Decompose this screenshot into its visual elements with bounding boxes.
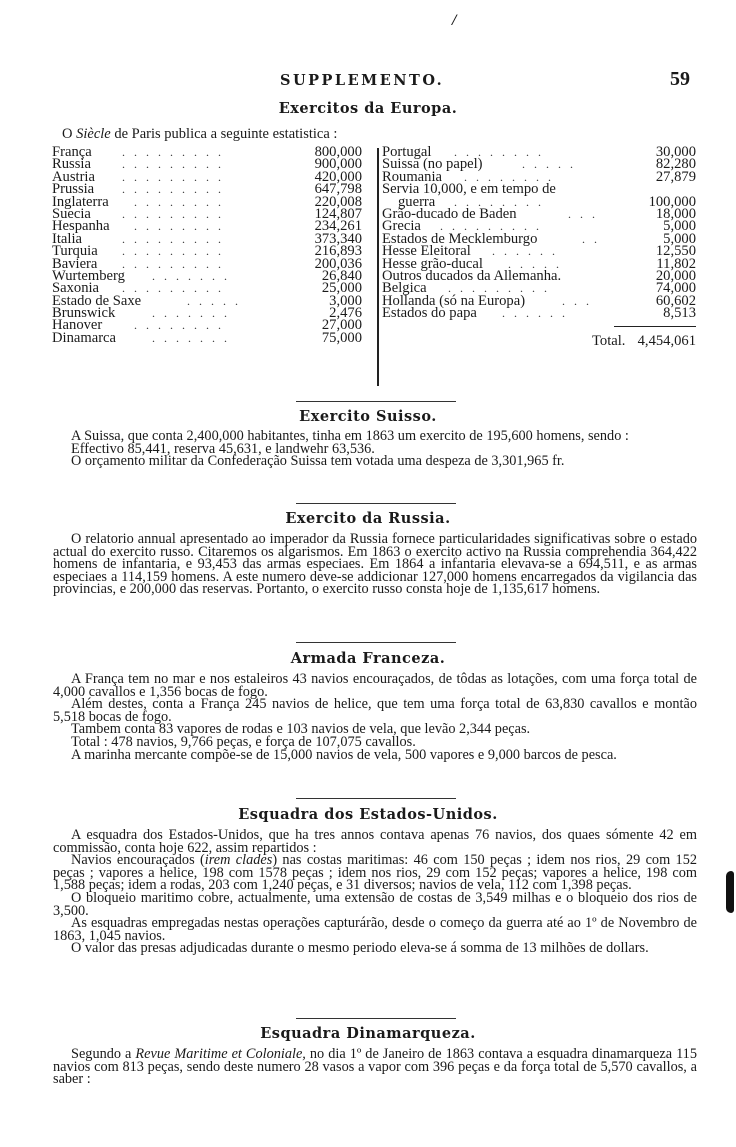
army-size: 124,807 [314, 205, 362, 222]
army-size: 27,000 [321, 317, 362, 334]
armada-franceza-text [53, 673, 697, 761]
army-size: 2,476 [329, 305, 362, 322]
italic-source-title: Revue Maritime et Coloniale, [135, 1046, 306, 1062]
running-header [0, 68, 736, 96]
paragraph: Effectivo 85,441, reserva 45,631, e landwehr 63,536. [71, 440, 375, 457]
intro-source-title: Siècle [76, 126, 111, 142]
army-size: 18,000 [655, 205, 696, 222]
army-size: 8,513 [663, 305, 696, 322]
leader-dots: ..... [508, 256, 568, 271]
army-size: 216,893 [314, 243, 362, 260]
leader-dots: ..... [187, 293, 247, 308]
section-divider [296, 401, 456, 402]
esquadra-dinamarqueza-text [53, 1048, 697, 1086]
paragraph: As esquadras empregadas nestas operações capturárão, desde o começo da guerra até ao 1º de Novembro de 1863, 1,045 navios. [53, 915, 697, 944]
army-size: 5,000 [663, 230, 696, 247]
country-name: Wurtemberg [52, 267, 125, 284]
army-size: 373,340 [314, 230, 362, 247]
leader-dots: ........ [134, 219, 230, 234]
army-size: 27,879 [655, 168, 696, 185]
italic-term: irem clades [204, 852, 273, 869]
army-size: 74,000 [655, 280, 696, 297]
country-name: Hollanda (só na Europa) [382, 292, 526, 309]
paragraph: A esquadra dos Estados-Unidos, que ha tres annos contava apenas 76 navios, dos quaes sómente 42 em commissão, conta hoje 622, assim repartidos : [53, 827, 697, 856]
army-size: 20,000 [655, 267, 696, 284]
army-size: 800,000 [314, 144, 362, 160]
army-table-left-column [52, 146, 372, 344]
leader-dots: ..... [522, 157, 582, 172]
page-number: 59 [670, 68, 690, 90]
total-label: Total. [592, 333, 626, 350]
leader-dots: ....... [152, 306, 236, 321]
leader-dots: ...... [492, 244, 564, 259]
army-size: 75,000 [321, 329, 362, 346]
leader-dots: ......... [122, 256, 230, 271]
army-size: 647,798 [314, 181, 362, 198]
leader-dots: .. [582, 231, 606, 246]
army-size: 30,000 [655, 144, 696, 160]
army-size: 234,261 [314, 218, 362, 235]
paragraph [53, 1048, 697, 1086]
country-name: Portugal [382, 144, 432, 160]
leader-dots: ......... [122, 231, 230, 246]
leader-dots: ......... [122, 182, 230, 197]
section-divider [296, 503, 456, 504]
leader-dots: ....... [152, 330, 236, 345]
paragraph: A França tem no mar e nos estaleiros 43 navios encouraçados, de tôdas as lotações, com uma força total de 4,000 cavallos e 1,356 bocas de fogo. [53, 671, 697, 700]
total-value: 4,454,061 [637, 333, 696, 350]
paragraph: Além destes, conta a França 245 navios de helice, que tem uma força total de 63,830 cavallos e montão 5,518 bocas de fogo. [53, 696, 697, 725]
section-title-exercito-suisso: Exercito Suisso. [299, 408, 437, 425]
leader-dots: ........ [464, 169, 560, 184]
paragraph: A Suissa, que conta 2,400,000 habitantes, tinha em 1863 um exercito de 195,600 homens, sendo : [71, 428, 629, 444]
leader-dots: ......... [440, 219, 548, 234]
text-run: Segundo a [71, 1046, 136, 1062]
esquadra-eua-text [53, 829, 697, 955]
country-name: guerra [398, 193, 436, 210]
leader-dots: ....... [152, 268, 236, 283]
intro-sentence [62, 126, 337, 143]
leader-dots: ........ [454, 194, 550, 209]
country-name: Suecia [52, 205, 91, 222]
country-name: Turquia [52, 243, 98, 260]
exercito-russia-text [53, 533, 697, 596]
leader-dots: ......... [122, 145, 230, 159]
country-name: Estado de Saxe [52, 292, 142, 309]
country-name: Suissa (no papel) [382, 156, 483, 173]
army-size: 82,280 [655, 156, 696, 173]
country-name: Hesse grão-ducal [382, 255, 483, 272]
army-size: 12,550 [655, 243, 696, 260]
army-size: 26,840 [321, 267, 362, 284]
country-name: Hanover [52, 317, 103, 334]
army-size: 420,000 [314, 168, 362, 185]
paragraph: O orçamento militar da Confederação Suissa tem votada uma despeza de 3,301,965 fr. [71, 453, 565, 470]
country-name: Outros ducados da Allemanha. [382, 267, 562, 284]
paragraph: A marinha mercante compõe-se de 15,000 navios de vela, 500 vapores e 9,000 barcos de pesca. [71, 746, 617, 763]
text-run: ) nas costas maritimas: 46 com 150 peças ; idem nos rios, 29 com 152 peças ; vapores a helice, 198 com 1578 peças ; idem nos rios, 29 com 152 peças; vapores a helice, 198 com 1,588 peças; idem a rodas, 203 com 1,240 peças, e 31 diversos; navios de vela, 112 com 1,398 peças. [53, 852, 697, 894]
leader-dots: ......... [122, 157, 230, 172]
section-divider [296, 1018, 456, 1019]
country-name: Hespanha [52, 218, 110, 235]
page-top-mark: / [452, 12, 457, 29]
paragraph: O relatorio annual apresentado ao imperador da Russia fornece particularidades significativas sobre o estado actual do exercito russo. Citaremos os algarismos. Em 1863 o exercito activo na Russia comprehendia 364,422 homens de infantaria, e 93,453 das armas especiaes. Em 1864 a infantaria elevava-se a 694,511, e as armas especiaes a 114,159 homens. A este numero deve-se addicionar 127,000 homens encarregados da vigilancia das provincias, e 200,000 das reservas. Portanto, o exercito russo consta hoje de 1,135,617 homens. [53, 531, 697, 598]
country-name: Russia [52, 156, 91, 173]
paragraph: Tambem conta 83 vapores de rodas e 103 navios de vela, que levão 2,344 peças. [71, 721, 531, 738]
leader-dots: ... [568, 206, 604, 221]
army-size: 220,008 [314, 193, 362, 210]
country-name: Baviera [52, 255, 98, 272]
leader-dots: ......... [122, 206, 230, 221]
country-name: Hesse Eleitoral [382, 243, 471, 260]
leader-dots: ... [562, 293, 598, 308]
country-name: Grão-ducado de Baden [382, 205, 517, 222]
section-title-exercitos-europa: Exercitos da Europa. [278, 100, 458, 117]
paragraph: O bloqueio maritimo cobre, actualmente, uma extensão de costas de 3,549 milhas e o bloqueio dos rios de 3,500. [53, 889, 697, 919]
section-title-esquadra-eua: Esquadra dos Estados-Unidos. [238, 806, 498, 823]
total-row [382, 333, 722, 350]
country-name: Prussia [52, 181, 95, 198]
paragraph: Total : 478 navios, 9,766 peças, e força de 107,075 cavallos. [71, 733, 416, 750]
army-size: 25,000 [321, 280, 362, 297]
army-size: 11,802 [656, 255, 696, 272]
table-row [382, 305, 722, 322]
leader-dots: ........ [134, 318, 230, 333]
country-name: Dinamarca [52, 329, 117, 346]
country-name: Estados de Mecklemburgo [382, 230, 538, 247]
country-name: Austria [52, 168, 95, 185]
leader-dots: ........ [454, 145, 550, 159]
country-name: Belgica [382, 280, 427, 297]
section-title-armada-franceza: Armada Franceza. [290, 650, 446, 667]
text-run: Navios encouraçados ( [71, 852, 205, 869]
army-size: 200,036 [314, 255, 362, 272]
section-divider [296, 798, 456, 799]
intro-suffix: de Paris publica a seguinte estatistica : [110, 126, 338, 142]
army-size: 60,602 [655, 292, 696, 309]
army-size: 900,000 [314, 156, 362, 173]
leader-dots: ......... [448, 281, 556, 296]
army-table-right-column [382, 146, 722, 348]
country-name: Roumania [382, 168, 442, 185]
leader-dots: ......... [122, 244, 230, 259]
leader-dots: ......... [122, 281, 230, 296]
section-title-exercito-russia: Exercito da Russia. [285, 510, 451, 527]
ink-blot-mark [726, 871, 734, 913]
army-size: 5,000 [663, 218, 696, 235]
total-rule [614, 326, 696, 327]
army-size: 3,000 [329, 292, 362, 309]
country-name: Estados do papa [382, 305, 477, 322]
country-name: Servia 10,000, e em tempo de [382, 181, 556, 198]
country-name: Brunswick [52, 305, 116, 322]
paragraph: O valor das presas adjudicadas durante o mesmo periodo eleva-se á somma de 13 milhões de dollars. [71, 940, 649, 957]
text-run: no dia 1º de Janeiro de 1863 contava a esquadra dinamarqueza 115 navios com 813 peças, sendo deste numero 28 vasos a vapor com 396 peças e da força total de 5,570 cavallos, a saber : [53, 1046, 697, 1088]
army-size: 100,000 [648, 193, 696, 210]
country-name: Italia [52, 230, 82, 247]
leader-dots: ......... [122, 169, 230, 184]
paragraph [53, 854, 697, 892]
country-name: Grecia [382, 218, 421, 235]
section-title-esquadra-dinamarqueza: Esquadra Dinamarqueza. [260, 1025, 476, 1042]
leader-dots: ...... [502, 306, 574, 321]
leader-dots: ........ [134, 194, 230, 209]
running-head-title: SUPPLEMENTO. [280, 72, 445, 89]
country-name: França [52, 144, 92, 160]
table-row [52, 329, 372, 346]
country-name: Saxonia [52, 280, 100, 297]
exercito-suisso-text [53, 430, 697, 468]
section-divider [296, 642, 456, 643]
country-name: Inglaterra [52, 193, 109, 210]
column-divider [377, 148, 379, 386]
intro-prefix: O [62, 126, 77, 142]
